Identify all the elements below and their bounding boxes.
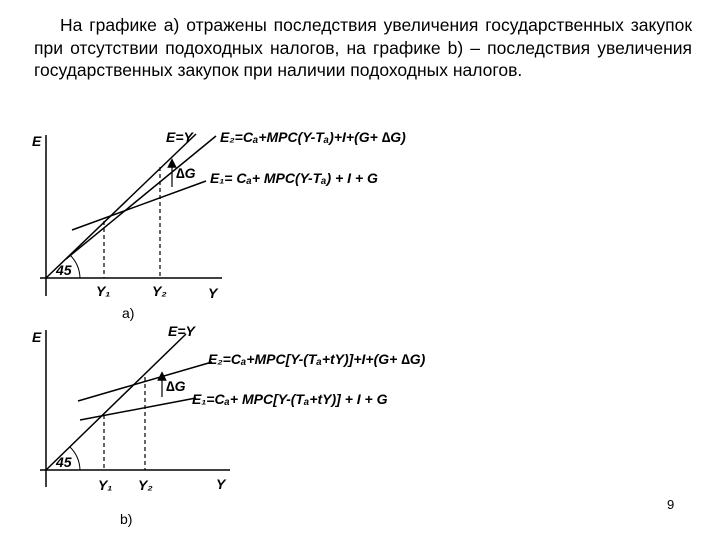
graph-a-y1-label: Y₁ bbox=[96, 283, 111, 299]
graph-a bbox=[32, 129, 406, 321]
page-number: 9 bbox=[667, 497, 675, 512]
graph-b-axis-e-label: E bbox=[32, 329, 42, 345]
graph-b bbox=[32, 323, 426, 527]
graph-a-axis-y-label: Y bbox=[208, 285, 218, 301]
graph-a-y2-label: Y₂ bbox=[152, 283, 167, 299]
intro-paragraph: На графике а) отражены последствия увеличения государственных закупок при отсутствии подоходных налогов, на графике b) – последствия увеличения государственных закупок при наличии подоходных налогов. bbox=[34, 15, 692, 80]
graph-a-e1-label: E₁= Cₐ+ MPC(Y-Tₐ) + I + G bbox=[210, 170, 378, 186]
graph-a-45-line-label: E=Y bbox=[166, 129, 193, 145]
graph-a-e2-line bbox=[66, 136, 216, 259]
graph-b-e1-line bbox=[80, 398, 196, 420]
graph-b-delta-g-label: ∆G bbox=[166, 378, 186, 394]
graph-b-y2-label: Y₂ bbox=[138, 477, 153, 493]
graph-b-45-line bbox=[46, 334, 186, 470]
graph-a-caption: a) bbox=[122, 305, 135, 321]
graph-a-angle-label: 45 bbox=[56, 262, 72, 278]
graph-b-angle-label: 45 bbox=[56, 454, 72, 470]
graph-a-delta-g-label: ∆G bbox=[176, 165, 196, 181]
graph-a-e2-label: E₂=Cₐ+MPC(Y-Tₐ)+I+(G+ ∆G) bbox=[220, 129, 406, 145]
graph-a-axis-e-label: E bbox=[32, 133, 42, 149]
graph-b-y1-label: Y₁ bbox=[98, 477, 113, 493]
graph-b-caption: b) bbox=[120, 511, 133, 527]
graph-b-45-line-label: E=Y bbox=[168, 323, 195, 339]
graph-b-e2-label: E₂=Cₐ+MPC[Y-(Tₐ+tY)]+I+(G+ ∆G) bbox=[208, 351, 426, 367]
graph-b-e1-label: E₁=Cₐ+ MPC[Y-(Tₐ+tY)] + I + G bbox=[192, 391, 388, 407]
graph-b-axis-y-label: Y bbox=[216, 476, 226, 492]
